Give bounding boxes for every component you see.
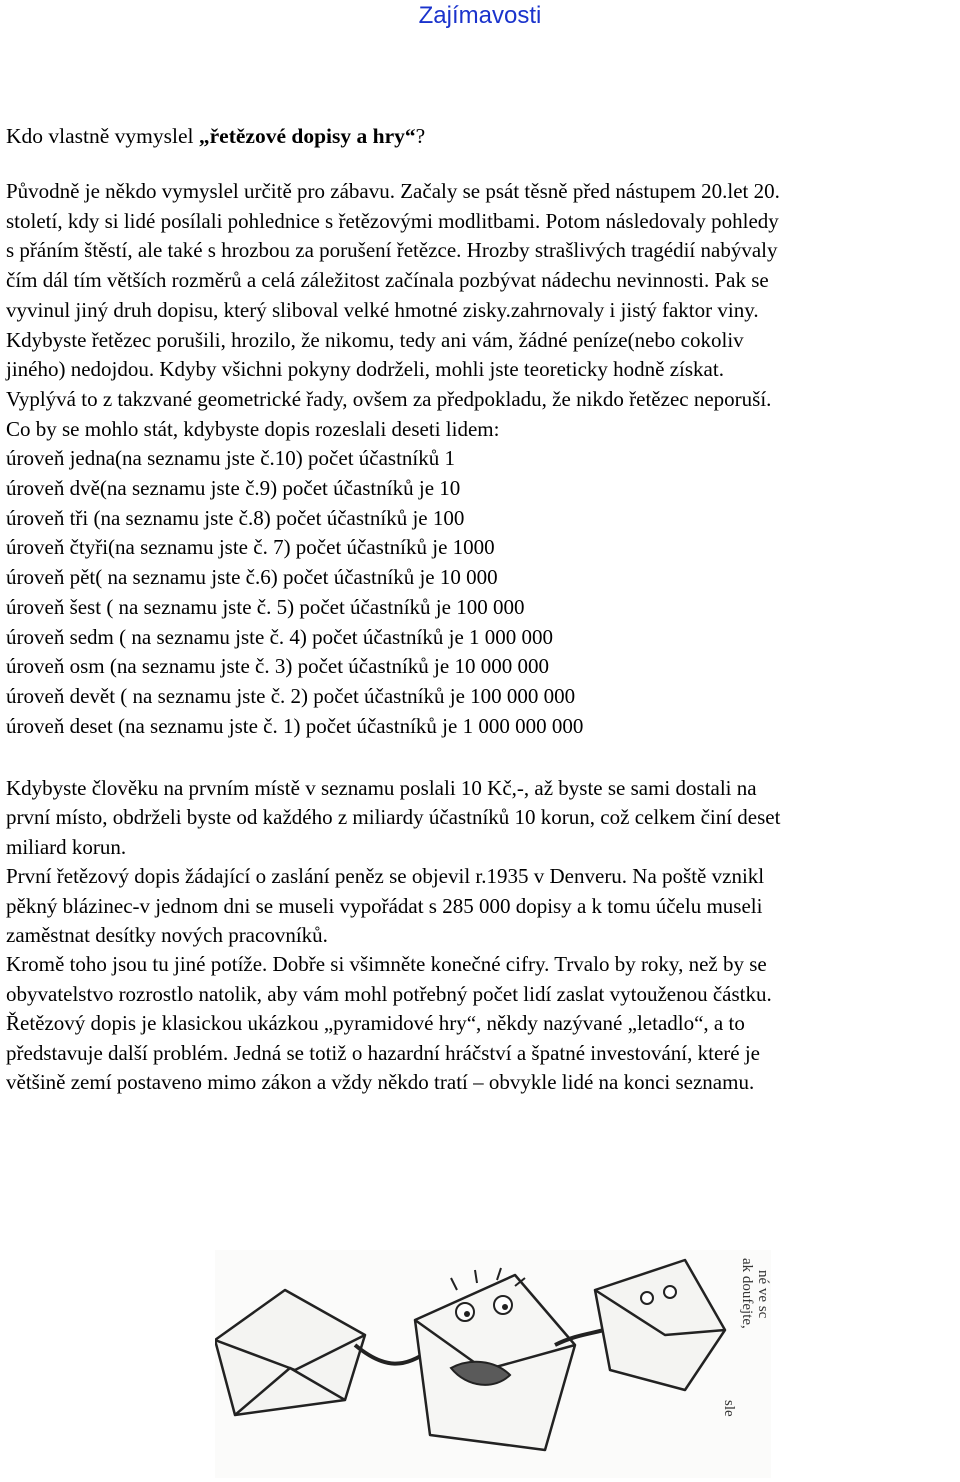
text-line: Řetězový dopis je klasickou ukázkou „pyramidové hry“, někdy nazývané „letadlo“, a to [6,1011,745,1036]
page-title: Zajímavosti [418,2,542,29]
text-line: úroveň osm (na seznamu jste č. 3) počet účastníků je 10 000 000 [6,654,549,679]
envelope-characters-drawing [215,1250,771,1478]
text-line: úroveň čtyři(na seznamu jste č. 7) počet účastníků je 1000 [6,535,495,560]
text-line: obyvatelstvo rozrostlo natolik, aby vám mohl potřebný počet lidí zaslat vytouženou částku. [6,981,772,1006]
text-line: jiného) nedojdou. Kdyby všichni pokyny dodrželi, mohli jste teoreticky hodně získat. [6,357,724,382]
text-line: Kromě toho jsou tu jiné potíže. Dobře si všimněte konečné cifry. Trvalo by roky, než by se [6,952,767,977]
text-line: čím dál tím větších rozměrů a celá záležitost začínala pozbývat nádechu nevinnosti. Pak se [6,268,769,293]
text-line: úroveň deset (na seznamu jste č. 1) počet účastníků je 1 000 000 000 [6,713,584,738]
text-line: úroveň šest ( na seznamu jste č. 5) počet účastníků je 100 000 [6,594,525,619]
text-line: miliard korun. [6,834,127,859]
outro-paragraph [6,774,958,1097]
text-line: pěkný blázinec-v jednom dni se museli vypořádat s 285 000 dopisy a k tomu účelu museli [6,893,763,918]
text-line: první místo, obdrželi byste od každého z miliardy účastníků 10 korun, což celkem činí deset [6,805,781,830]
side-text-1: ak doufejte, [739,1258,755,1329]
text-line: úroveň tři (na seznamu jste č.8) počet účastníků je 100 [6,505,465,530]
question-emphasis: „řetězové dopisy a hry“ [198,124,416,148]
text-line: Kdybyste řetězec porušili, hrozilo, že nikomu, tedy ani vám, žádné peníze(nebo cokoliv [6,327,744,352]
text-line: úroveň jedna(na seznamu jste č.10) počet účastníků 1 [6,446,456,471]
text-line: úroveň sedm ( na seznamu jste č. 4) počet účastníků je 1 000 000 [6,624,554,649]
text-line: Vyplývá to z takzvané geometrické řady, ovšem za předpokladu, že nikdo řetězec neporuší. [6,386,772,411]
question-suffix: ? [415,124,426,148]
text-line: století, kdy si lidé posílali pohlednice s řetězovými modlitbami. Potom následovaly pohledy [6,208,779,233]
intro-paragraph [6,177,958,741]
text-line: zaměstnat desítky nových pracovníků. [6,923,328,948]
text-line: s přáním štěstí, ale také s hrozbou za porušení řetězce. Hrozby strašlivých tragédií nabývaly [6,238,778,263]
side-text-3: sle [721,1400,737,1417]
chain-letter-illustration [215,1250,771,1478]
text-line: vyvinul jiný druh dopisu, který sliboval velké hmotné zisky.zahrnovaly i jistý faktor viny. [6,297,759,322]
text-line: úroveň pět( na seznamu jste č.6) počet účastníků je 10 000 [6,565,498,590]
text-line: představuje další problém. Jedná se totiž o hazardní hráčství a špatné investování, které je [6,1040,761,1065]
text-line: Původně je někdo vymyslel určitě pro zábavu. Začaly se psát těsně před nástupem 20.let 20. [6,179,780,203]
text-line: První řetězový dopis žádající o zaslání peněz se objevil r.1935 v Denveru. Na poště vznikl [6,864,765,889]
text-line: úroveň dvě(na seznamu jste č.9) počet účastníků je 10 [6,476,461,501]
text-line: Co by se mohlo stát, kdybyste dopis rozeslali deseti lidem: [6,416,500,441]
question-prefix: Kdo vlastně vymyslel [6,124,199,148]
text-line: úroveň devět ( na seznamu jste č. 2) počet účastníků je 100 000 000 [6,683,576,708]
text-line: Kdybyste člověku na prvním místě v seznamu poslali 10 Kč,-, až byste se sami dostali na [6,776,757,800]
text-line: většině zemí postaveno mimo zákon a vždy někdo tratí – obvykle lidé na konci seznamu. [6,1070,755,1095]
article-question [6,121,425,151]
side-text-2: né ve sc [755,1270,771,1319]
